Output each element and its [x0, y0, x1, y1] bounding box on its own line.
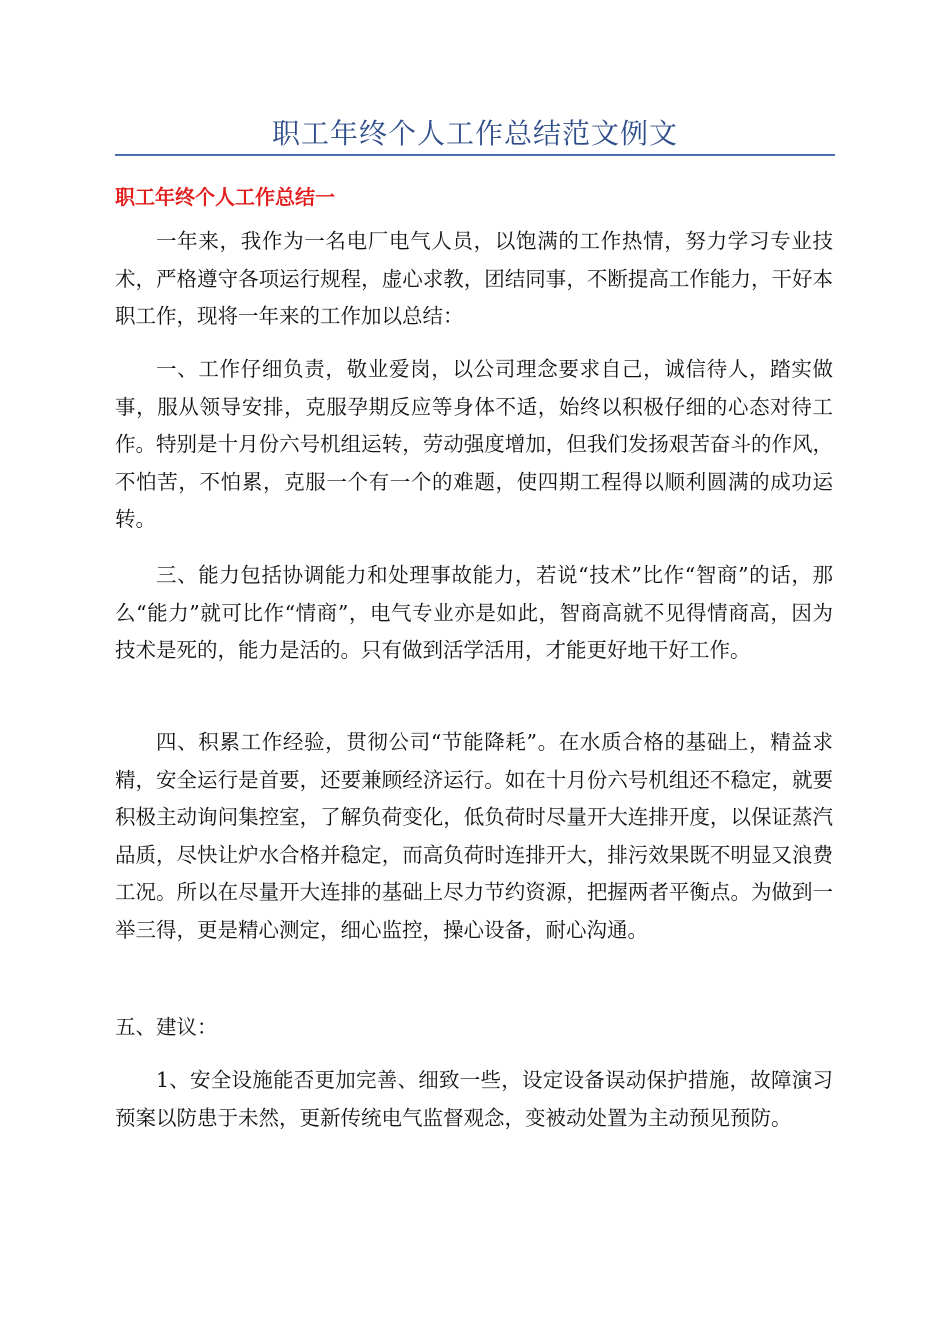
paragraph-suggestion-one: 1、安全设施能否更加完善、细致一些，设定设备误动保护措施，故障演习预案以防患于未然，更新传统电气监督观念，变被动处置为主动预见预防。	[115, 1068, 833, 1130]
paragraph-item-five-heading: 五、建议：	[115, 1015, 218, 1039]
title-underline	[115, 154, 835, 156]
paragraph-item-one: 一、工作仔细负责，敬业爱岗，以公司理念要求自己，诚信待人，踏实做事，服从领导安排，克服孕期反应等身体不适，始终以积极仔细的心态对待工作。特别是十月份六号机组运转，劳动强度增加，但我们发扬艰苦奋斗的作风，不怕苦，不怕累，克服一个有一个的难题，使四期工程得以顺利圆满的成功运转。	[115, 357, 833, 531]
paragraph-intro: 一年来，我作为一名电厂电气人员，以饱满的工作热情，努力学习专业技术，严格遵守各项运行规程，虚心求教，团结同事，不断提高工作能力，干好本职工作，现将一年来的工作加以总结：	[115, 229, 833, 328]
paragraph-item-three: 三、能力包括协调能力和处理事故能力，若说“技术”比作“智商”的话，那么“能力”就可比作“情商”，电气专业亦是如此，智商高就不见得情商高，因为技术是死的，能力是活的。只有做到活学活用，才能更好地干好工作。	[115, 563, 833, 662]
paragraph-item-four: 四、积累工作经验，贯彻公司“节能降耗”。在水质合格的基础上，精益求精，安全运行是首要，还要兼顾经济运行。如在十月份六号机组还不稳定，就要积极主动询问集控室，了解负荷变化，低负荷时尽量开大连排开度，以保证蒸汽品质，尽快让炉水合格并稳定，而高负荷时连排开大，排污效果既不明显又浪费工况。所以在尽量开大连排的基础上尽力节约资源，把握两者平衡点。为做到一举三得，更是精心测定，细心监控，操心设备，耐心沟通。	[115, 730, 833, 942]
section-heading: 职工年终个人工作总结一	[115, 185, 335, 209]
document-title: 职工年终个人工作总结范文例文	[271, 117, 678, 150]
